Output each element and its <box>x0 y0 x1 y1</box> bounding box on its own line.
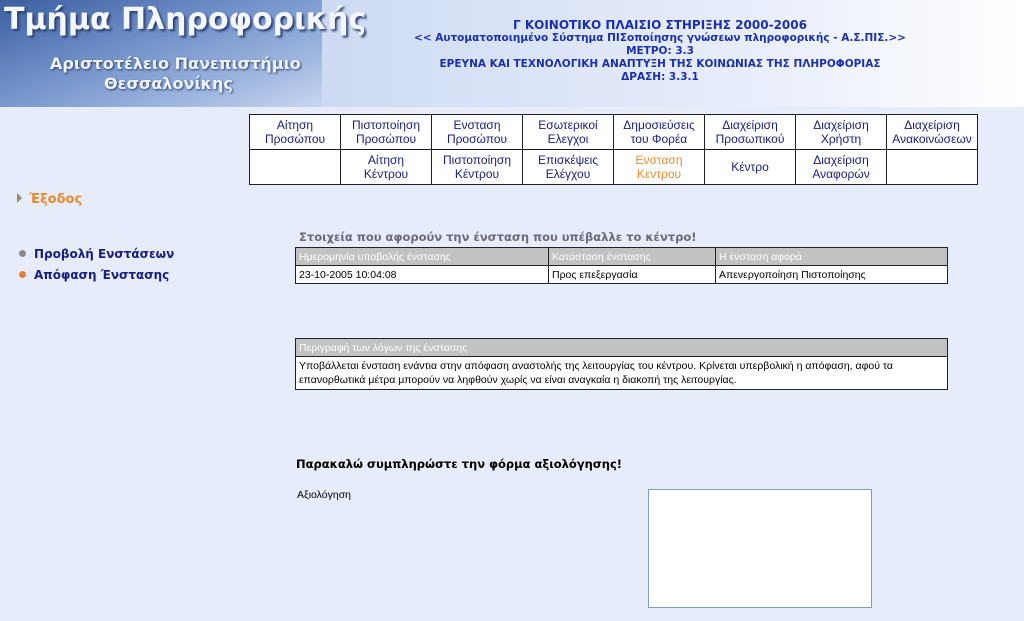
nav-inspection-visits[interactable]: Επισκέψεις Ελέγχου <box>523 150 614 185</box>
exit-label: Έξοδος <box>29 192 83 207</box>
nav-empty-cell <box>250 150 341 185</box>
column-header-status: Κατάσταση ένστασης <box>549 248 716 266</box>
nav-user-management[interactable]: Διαχείριση Χρήστη <box>796 115 887 150</box>
section-title: Στοιχεία που αφορούν την ένσταση που υπέβαλλε το κέντρο! <box>299 230 697 244</box>
sidebar-item-label: Απόφαση Ένστασης <box>34 268 170 282</box>
table-row <box>296 357 948 390</box>
rating-label: Αξιολόγηση <box>297 489 352 501</box>
arrow-right-icon <box>17 193 22 203</box>
rating-textarea[interactable] <box>648 489 872 608</box>
nav-staff-management[interactable]: Διαχείριση Προσωπικού <box>705 115 796 150</box>
nav-internal-audits[interactable]: Εσωτερικοί Ελεγχοι <box>523 115 614 150</box>
submission-date-cell: 23-10-2005 10:04:08 <box>296 266 549 284</box>
nav-person-application[interactable]: Αίτηση Προσώπου <box>250 115 341 150</box>
program-info <box>360 19 960 84</box>
system-name: << Αυτοματοποιημένο Σύστημα ΠΙΣοποίησης γνώσεων πληροφορικής - Α.Σ.ΠΙΣ.>> <box>414 32 906 44</box>
research-title: ΕΡΕΥΝΑ ΚΑΙ ΤΕΧΝΟΛΟΓΙΚΗ ΑΝΑΠΤΥΞΗ ΤΗΣ ΚΟΙΝΩΝΙΑΣ ΤΗΣ ΠΛΗΡΟΦΟΡΙΑΣ <box>439 58 881 70</box>
program-title: Γ ΚΟΙΝΟΤΙΚΟ ΠΛΑΙΣΙΟ ΣΤΗΡΙΞΗΣ 2000-2006 <box>513 18 807 32</box>
table-header-row <box>296 248 948 266</box>
measure-label: ΜΕΤΡΟ: 3.3 <box>626 45 694 57</box>
status-cell: Προς επεξεργασία <box>549 266 716 284</box>
objection-status-table <box>295 247 948 284</box>
nav-row-person <box>250 115 978 150</box>
action-label: ΔΡΑΣΗ: 3.3.1 <box>621 71 699 83</box>
bullet-icon <box>19 271 26 278</box>
nav-center-certification[interactable]: Πιστοποίηση Κέντρου <box>432 150 523 185</box>
description-header: Περιγραφή των λόγων της ένστασης <box>296 339 948 357</box>
nav-announcements-management[interactable]: Διαχείριση Ανακοινώσεων <box>887 115 978 150</box>
sidebar-item-view-objections[interactable] <box>19 247 174 261</box>
sidebar-item-label: Προβολή Ενστάσεων <box>34 247 175 261</box>
nav-row-center <box>250 150 978 185</box>
page-header <box>0 0 1024 107</box>
nav-person-certification[interactable]: Πιστοποίηση Προσώπου <box>341 115 432 150</box>
logo-title: Τμήμα Πληροφορικής <box>4 2 367 37</box>
column-header-subject: Η ένσταση αφορά <box>716 248 948 266</box>
logo-subtitle-university: Αριστοτέλειο Πανεπιστήμιο <box>50 54 301 73</box>
department-logo <box>0 0 367 107</box>
nav-reports-management[interactable]: Διαχείριση Αναφορών <box>796 150 887 185</box>
table-header-row <box>296 339 948 357</box>
nav-center-application[interactable]: Αίτηση Κέντρου <box>341 150 432 185</box>
main-navigation <box>249 114 978 185</box>
table-row <box>296 266 948 284</box>
description-text: Υποβάλλεται ένσταση ενάντια στην απόφαση αναστολής της λειτουργίας του κέντρου. Κρίνεται υπερβολική η απόφαση, αφού τα επανορθωτικά μέτρα μπορούν να ληφθούν χωρίς να είναι αναγκαία η διακοπή της λειτουργίας. <box>296 357 948 390</box>
nav-publications[interactable]: Δημοσιεύσεις του Φορέα <box>614 115 705 150</box>
column-header-date: Ημερομηνία υποβολής ένστασης <box>296 248 549 266</box>
form-prompt: Παρακαλώ συμπληρώστε την φόρμα αξιολόγησης! <box>296 457 623 471</box>
nav-empty-cell <box>887 150 978 185</box>
sidebar-item-objection-decision[interactable] <box>19 268 169 282</box>
nav-person-objection[interactable]: Ενσταση Προσώπου <box>432 115 523 150</box>
subject-cell: Απενεργοποίηση Πιστοποίησης <box>716 266 948 284</box>
bullet-icon <box>19 250 26 257</box>
exit-link[interactable] <box>17 192 82 207</box>
nav-center-objection[interactable]: Ενσταση Κεντρου <box>614 150 705 185</box>
objection-description-table <box>295 338 948 390</box>
logo-subtitle-city: Θεσσαλονίκης <box>104 74 233 93</box>
nav-center[interactable]: Κέντρο <box>705 150 796 185</box>
